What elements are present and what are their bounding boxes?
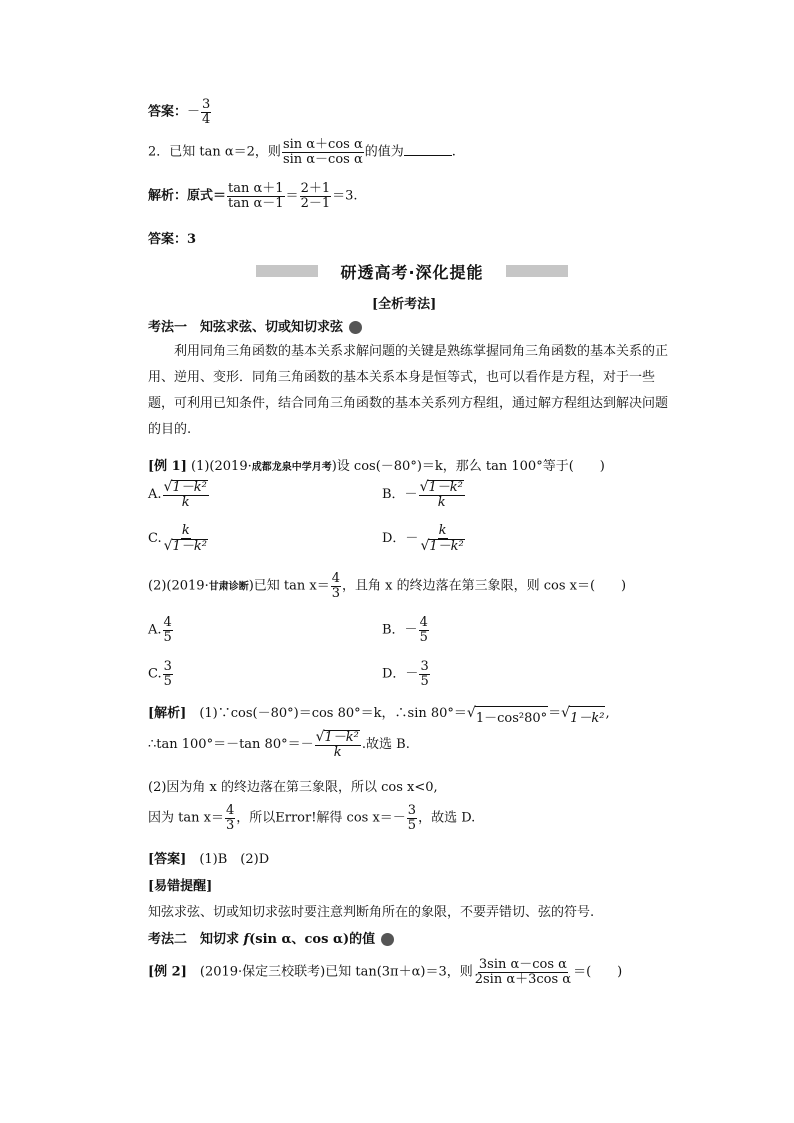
analysis-line-2: ∴tan 100°＝－tan 80°＝－ √ 1－k² k .故选 B.	[148, 729, 410, 760]
answer-blank	[404, 143, 452, 156]
option-2a: A. $\frac{4}{5}$	[148, 615, 172, 645]
example-1-part-1: [例 1] (1)(2019·成都龙泉中学月考)设 cos(－80°)＝k，那么 tan 100°等于( )	[148, 459, 605, 474]
analysis-tag: [解析]	[148, 706, 187, 721]
option-b: B．－ √ 1－k² k	[382, 479, 463, 510]
method-2-heading: 考法二 知切求 f(sin α、cos α)的值	[148, 928, 394, 947]
pitfall-text: 知弦求弦、切或知切求弦时要注意判断角所在的象限，不要弄错切、弦的符号.	[148, 905, 595, 920]
solution-label: 解析：原式＝	[148, 188, 227, 204]
answer-label: 答案：	[148, 104, 188, 120]
pitfall-tag: [易错提醒]	[148, 879, 213, 894]
answer-tag: [答案]	[148, 852, 187, 867]
fraction: √ 1－k² k	[163, 479, 207, 510]
fraction: k √ 1－k²	[420, 523, 464, 554]
fraction: k √ 1－k²	[163, 523, 207, 554]
option-2d: D．－ $\frac{3}{5}$	[382, 659, 429, 689]
analysis-line-1: [解析] (1)∵cos(－80°)＝cos 80°＝k，∴sin 80°＝ √ 1－cos²80° ＝ √ 1－k² ,	[148, 705, 610, 726]
fraction: $\frac{3}{5}$	[407, 803, 417, 833]
fraction: $\frac{\text{3sin α－cos α}}{\text{2sin α＋3cos α}}$	[474, 957, 572, 987]
fraction: $\frac{\text{tan α＋1}}{\text{tan α－1}}$	[228, 181, 284, 211]
analysis-line-4: 因为 tan x＝ $\frac{4}{3}$ ，所以Error!解得 cos x＝－ $\frac{3}{5}$ ，故选 D.	[148, 803, 476, 833]
fraction: $\frac{\text{sin α＋cos α}}{\text{sin α－cos α}}$	[282, 137, 363, 167]
option-d: D．－ k √ 1－k²	[382, 523, 464, 554]
option-2b: B．－ $\frac{4}{5}$	[382, 615, 428, 645]
option-c: C. k √ 1－k²	[148, 523, 207, 554]
banner-bar-left	[256, 265, 318, 277]
method-1-paragraph: 利用同角三角函数的基本关系求解问题的关键是熟练掌握同角三角函数的基本关系的正用、逆用、变形．同角三角函数的基本关系本身是恒等式，也可以看作是方程，对于一些题，可利用已知条件，结合同角三角函数的基本关系列方程组，通过解方程组达到解决问题的目的.	[148, 344, 669, 437]
fraction: $\frac{4}{5}$	[163, 615, 172, 645]
answer-2: 答案：3	[148, 232, 197, 247]
fraction: $\frac{3}{5}$	[420, 659, 429, 689]
method-1-heading: 考法一 知弦求弦、切或知切求弦	[148, 316, 362, 335]
option-a: A. √ 1－k² k	[148, 479, 207, 510]
answer-line: [答案] (1)B (2)D	[148, 852, 270, 867]
analysis-line-3: (2)因为角 x 的终边落在第三象限，所以 cos x<0,	[148, 780, 438, 795]
fraction: $\frac{3}{5}$	[163, 659, 172, 689]
section-banner	[256, 258, 568, 284]
question-2: 2．已知 tan α＝2，则 $\frac{\text{sin α＋cos α}}{\text{sin α－cos α}}$ 的值为 .	[148, 137, 456, 167]
subtitle: [全析考法]	[372, 297, 437, 312]
bullet-dot-icon	[381, 933, 394, 946]
example-tag: [例 2]	[148, 964, 187, 980]
bullet-dot-icon	[349, 321, 362, 334]
fraction: $\frac{4}{5}$	[419, 615, 428, 645]
fraction: $\frac{4}{3}$	[225, 803, 235, 833]
example-1-part-2: (2)(2019·甘肃诊断)已知 tan x＝ $\frac{4}{3}$ ，且角 x 的终边落在第三象限，则 cos x＝( )	[148, 571, 627, 601]
example-tag: [例 1]	[148, 459, 187, 474]
option-2c: C. $\frac{3}{5}$	[148, 659, 172, 689]
banner-bar-right	[506, 265, 568, 277]
fraction: √ 1－k² k	[419, 479, 463, 510]
fraction: $\frac{4}{3}$	[331, 571, 340, 601]
fraction: $\frac{2+1}{2-1}$	[300, 181, 331, 211]
answer-1: 答案：－ $\frac{3}{4}$	[148, 97, 211, 127]
fraction: $\frac{3}{4}$	[202, 97, 211, 127]
solution-2: 解析：原式＝ $\frac{\text{tan α＋1}}{\text{tan α－1}}$ ＝ $\frac{2+1}{2-1}$ ＝3.	[148, 181, 358, 211]
fraction: √ 1－k² k	[315, 729, 359, 760]
banner-title: 研透高考·深化提能	[340, 262, 484, 282]
example-2: [例 2] (2019·保定三校联考)已知 tan(3π＋α)＝3，则 $\frac{\text{3sin α－cos α}}{\text{2sin α＋3cos α}}$ ＝( )	[148, 957, 623, 987]
